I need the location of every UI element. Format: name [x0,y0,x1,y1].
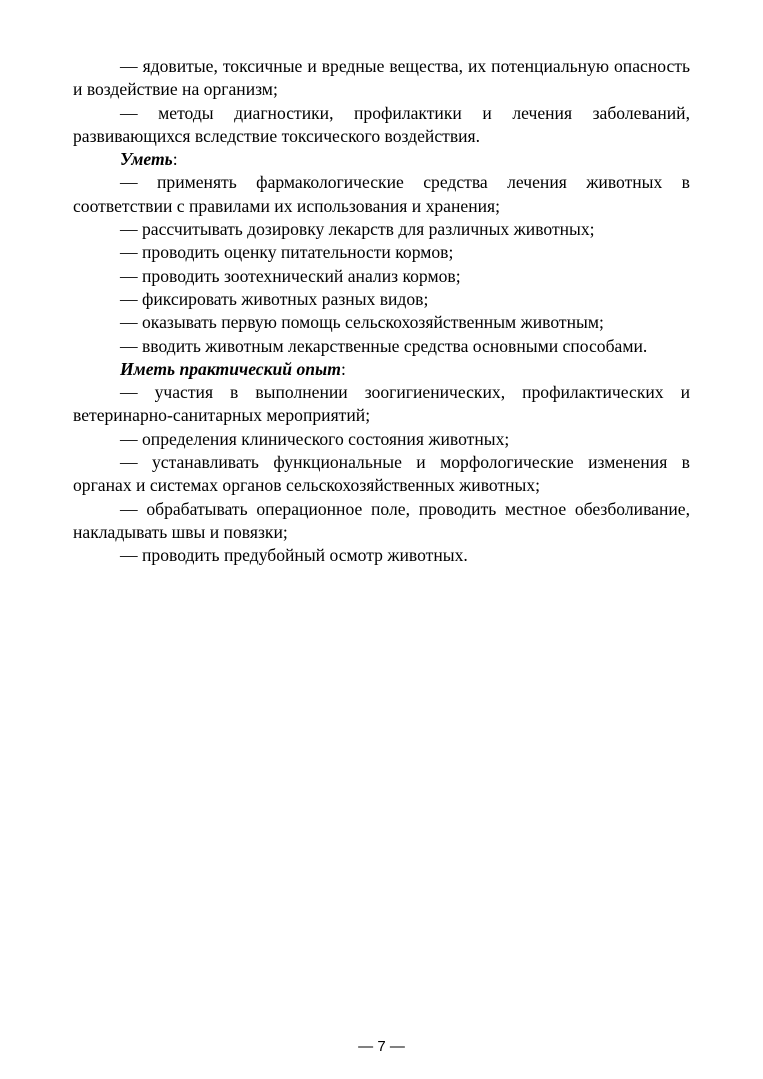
skills-heading-title: Уметь [120,149,173,170]
experience-item-organ-changes: — устанавливать функциональные и морфологические изменения в органах и системах органов сельскохозяйственных животных; [73,452,690,496]
skill-item-feed-analysis: — проводить зоотехнический анализ кормов; [120,265,461,286]
skill-item-feed-value: — проводить оценку питательности кормов; [120,242,454,263]
experience-item-clinical-state: — определения клинического состояния животных; [120,428,510,449]
skill-item-first-aid: — оказывать первую помощь сельскохозяйственным животным; [120,312,604,333]
skill-item-pharmacology: — применять фармакологические средства лечения животных в соответствии с правилами их использования и хранения; [73,172,690,216]
skill-item-dosage: — рассчитывать дозировку лекарств для различных животных; [120,219,595,240]
skill-item-administration: — вводить животным лекарственные средства основными способами. [120,335,648,356]
experience-heading-title: Иметь практический опыт [120,358,341,379]
skills-heading [73,148,690,171]
experience-item-pre-slaughter: — проводить предубойный осмотр животных. [120,545,468,566]
page-body [73,55,690,568]
experience-item-surgical-field: — обрабатывать операционное поле, проводить местное обезболивание, накладывать швы и повязки; [73,498,690,542]
experience-item-hygiene-measures: — участия в выполнении зоогигиенических, профилактических и ветеринарно-санитарных мероприятий; [73,382,690,426]
skills-heading-colon: : [172,149,178,170]
experience-heading-colon: : [340,358,346,379]
page-number: — 7 — [358,1038,405,1055]
skill-item-restraint: — фиксировать животных разных видов; [120,288,429,309]
know-item-diagnostic-methods: — методы диагностики, профилактики и лечения заболеваний, развивающихся вследствие токсического воздействия. [73,102,690,146]
experience-heading [73,358,690,381]
know-item-toxic-substances: — ядовитые, токсичные и вредные вещества, их потенциальную опасность и воздействие на организм; [73,56,690,100]
